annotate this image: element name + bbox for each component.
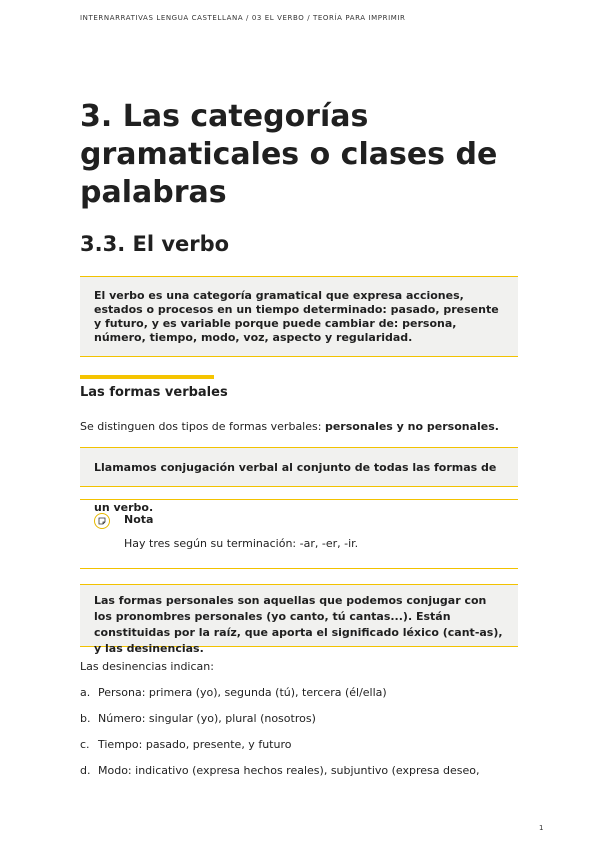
intro-paragraph: [80, 420, 499, 433]
note-title: Nota: [124, 513, 154, 526]
list-item-text: Número: singular (yo), plural (nosotros): [98, 712, 316, 725]
definition-text: El verbo es una categoría gramatical que expresa acciones, estados o procesos en un tiempo determinado: pasado, presente y futuro, y es variable porque puede cambiar de: persona, número, tiempo, modo, voz, aspecto y regularidad.: [94, 289, 499, 344]
intro-text: Se distinguen dos tipos de formas verbales:: [80, 420, 325, 433]
note-text: Hay tres según su terminación: -ar, -er, -ir.: [124, 537, 359, 550]
desinencias-intro: Las desinencias indican:: [80, 660, 214, 673]
list-marker: d.: [80, 764, 91, 777]
page-subtitle: 3.3. El verbo: [80, 232, 230, 256]
list-item-text: Modo: indicativo (expresa hechos reales), subjuntivo (expresa deseo,: [98, 764, 480, 777]
list-item: [80, 686, 387, 699]
list-marker: c.: [80, 738, 90, 751]
page-title: 3. Las categorías gramaticales o clases de palabras: [80, 99, 498, 210]
list-marker: b.: [80, 712, 91, 725]
note-divider-bottom: [80, 568, 518, 569]
intro-bold-text: personales y no personales.: [324, 420, 499, 433]
page-number: 1: [539, 824, 544, 832]
definition-box: [80, 276, 518, 357]
note-icon-glyph: [98, 517, 106, 525]
note-icon: [94, 513, 110, 529]
list-item: [80, 764, 479, 777]
conjugation-box: [80, 447, 518, 514]
document-header: INTERNARRATIVAS LENGUA CASTELLANA / 03 EL VERBO / TEORÍA PARA IMPRIMIR: [80, 14, 406, 22]
list-item-text: Tiempo: pasado, presente, y futuro: [98, 738, 292, 751]
list-item: [80, 712, 316, 725]
section-accent-bar: [80, 375, 214, 379]
list-item: [80, 738, 291, 751]
note-divider-top: [80, 499, 518, 500]
personal-forms-text: Las formas personales son aquellas que podemos conjugar con los pronombres personales (yo canto, tú cantas...). Están constituidas por la raíz, que aporta el significado léxico (cant-as), y las desinencias.: [94, 594, 503, 655]
section-heading: Las formas verbales: [80, 385, 228, 400]
personal-forms-box: [80, 584, 518, 655]
list-item-text: Persona: primera (yo), segunda (tú), tercera (él/ella): [98, 686, 387, 699]
conjugation-text: Llamamos conjugación verbal al conjunto de todas las formas de un verbo.: [94, 461, 497, 514]
list-marker: a.: [80, 686, 91, 699]
